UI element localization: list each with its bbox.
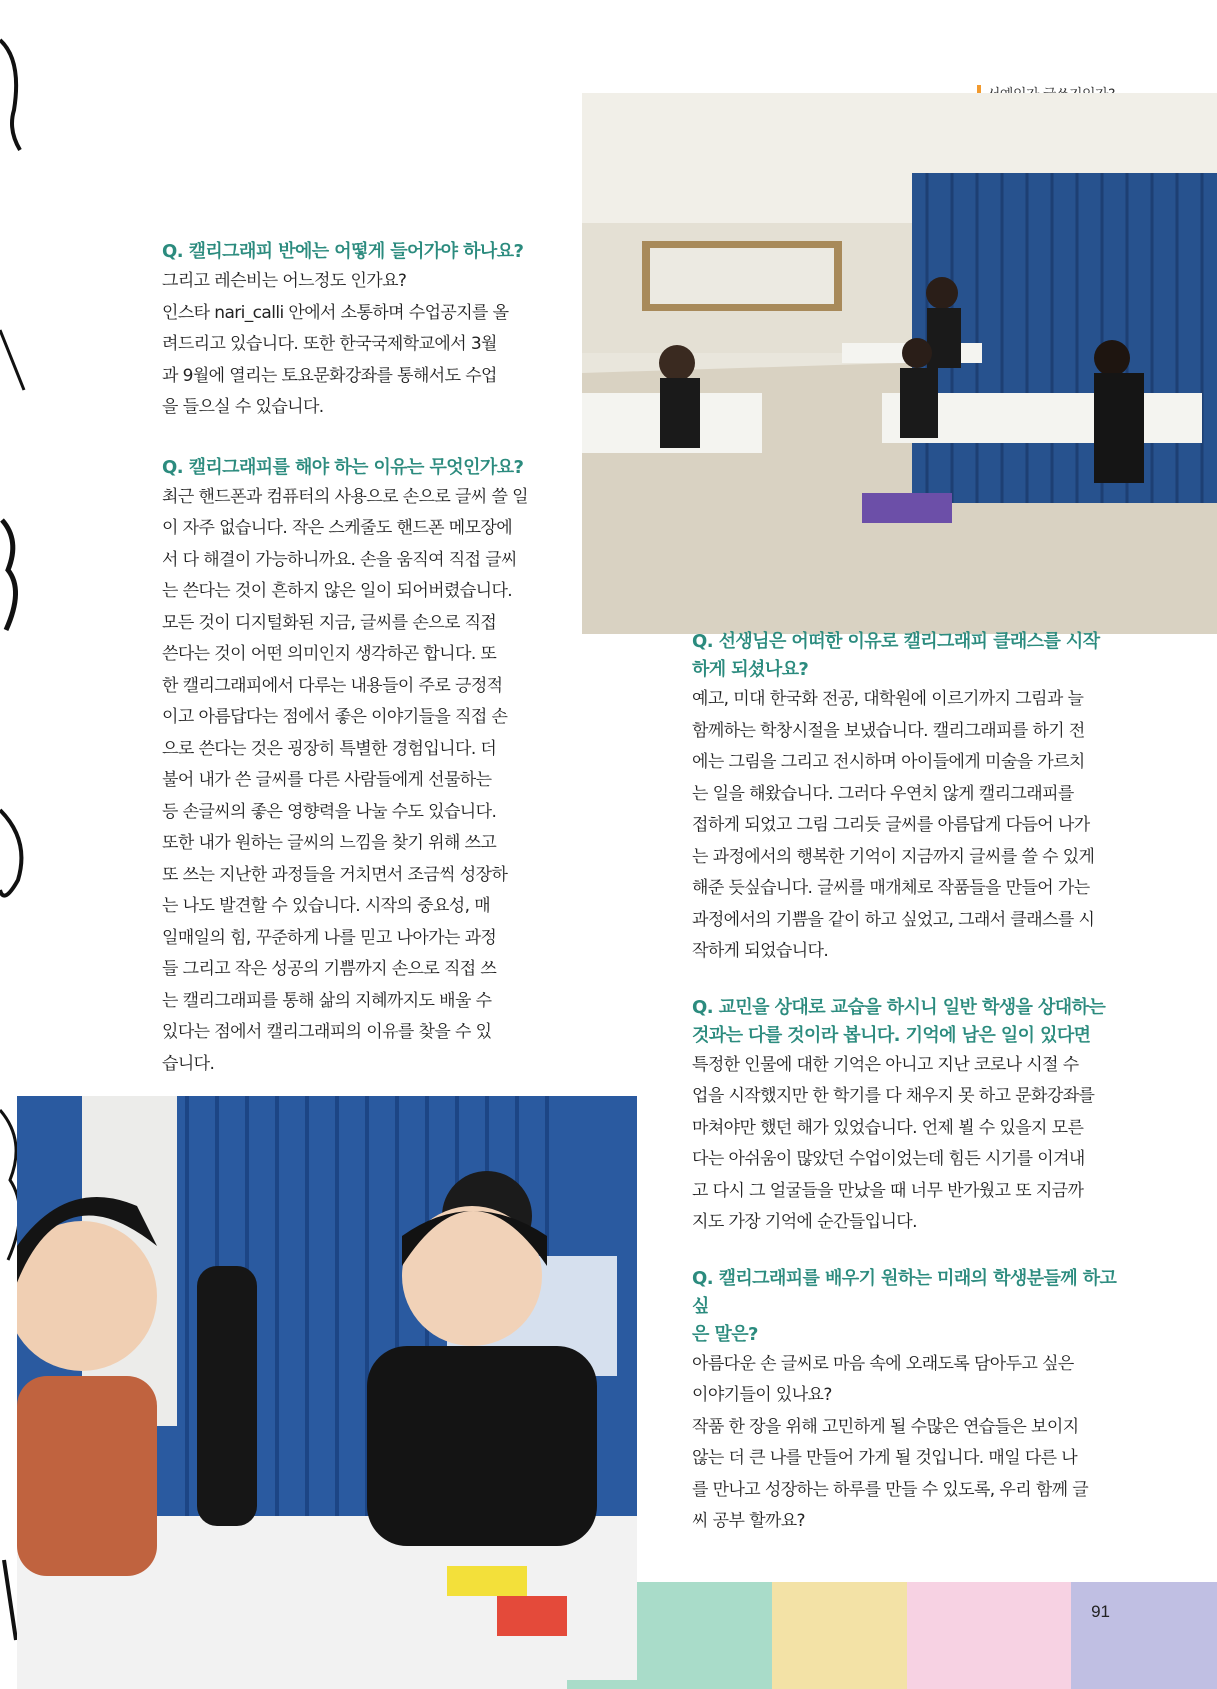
answer-line: 불어 내가 쓴 글씨를 다른 사람들에게 선물하는 [162,770,492,790]
answer-line: 서 다 해결이 가능하니까요. 손을 움직여 직접 글씨 [162,549,517,570]
answer-line: 등 손글씨의 좋은 영향력을 나눌 수도 있습니다. [162,801,497,822]
stripe-yellow [772,1582,907,1689]
answer-line: 이고 아름답다는 점에서 좋은 이야기들을 직접 손 [162,707,508,727]
answer-line: 모든 것이 디지털화된 지금, 글씨를 손으로 직접 [162,612,497,633]
answer-line: 작품 한 장을 위해 고민하게 될 수많은 연습들은 보이지 [692,1416,1079,1437]
stripe-lavender [1071,1582,1217,1689]
answer-line: 아름다운 손 글씨로 마음 속에 오래도록 담아두고 싶은 [692,1353,1074,1374]
answer-line: 에는 그림을 그리고 전시하며 아이들에게 미술을 가르치 [692,752,1085,772]
stripe-pink [907,1582,1071,1689]
qa-block [162,454,532,1081]
answer-line: 있다는 점에서 캘리그래피의 이유를 찾을 수 있 [162,1022,492,1042]
answer-line: 특정한 인물에 대한 기억은 아니고 지난 코로나 시절 수 [692,1054,1079,1075]
answer-line: 고 다시 그 얼굴들을 만났을 때 너무 반가웠고 또 지금까 [692,1180,1084,1201]
right-text-column [692,628,1117,1558]
answer-line: 지도 가장 기억에 순간들입니다. [692,1212,917,1232]
answer-line: 으로 쓴다는 것은 굉장히 특별한 경험입니다. 더 [162,738,497,759]
question: 하게 되셨나요? [692,659,809,680]
answer-line: 않는 더 큰 나를 만들어 가게 될 것입니다. 매일 다른 나 [692,1448,1078,1468]
answer-line: 일매일의 힘, 꾸준하게 나를 믿고 나아가는 과정 [162,927,497,948]
students-photo [17,1096,637,1689]
answer-line: 들 그리고 작은 성공의 기쁨까지 손으로 직접 쓰 [162,959,497,979]
question: 은 말은? [692,1323,758,1345]
answer-line: 이 자주 없습니다. 작은 스케줄도 핸드폰 메모장에 [162,518,513,538]
question: Q. 캘리그래피 반에는 어떻게 들어가야 하나요? [162,241,524,262]
answer-line: 함께하는 학창시절을 보냈습니다. 캘리그래피를 하기 전 [692,720,1085,741]
answer-line: 인스타 nari_calli 안에서 소통하며 수업공지를 올 [162,302,509,323]
answer-line: 해준 듯싶습니다. 글씨를 매개체로 작품들을 만들어 가는 [692,878,1090,898]
answer-line: 는 쓴다는 것이 흔하지 않은 일이 되어버렸습니다. [162,581,513,601]
footer-color-stripes [637,1582,1217,1689]
question: 것과는 다를 것이라 봅니다. 기억에 남은 일이 있다면 [692,1024,1091,1046]
question: Q. 캘리그래피를 해야 하는 이유는 무엇인가요? [162,456,524,478]
answer-line: 그리고 레슨비는 어느정도 인가요? [162,271,407,291]
qa-block [162,238,532,424]
question: Q. 캘리그래피를 배우기 원하는 미래의 학생분들께 하고 싶 [692,1267,1117,1317]
question: Q. 교민을 상대로 교습을 하시니 일반 학생을 상대하는 [692,996,1106,1018]
left-text-column [162,238,532,1100]
answer-line: 과 9월에 열리는 토요문화강좌를 통해서도 수업 [162,365,497,386]
answer-line: 다는 아쉬움이 많았던 수업이었는데 힘든 시기를 이겨내 [692,1149,1085,1169]
page-number: 91 [1091,1602,1110,1621]
answer-line: 마쳐야만 했던 해가 있었습니다. 언제 뵐 수 있을지 모른 [692,1117,1084,1138]
answer-line: 려드리고 있습니다. 또한 한국국제학교에서 3월 [162,334,497,354]
answer-line: 예고, 미대 한국화 전공, 대학원에 이르기까지 그림과 늘 [692,689,1084,709]
answer-line: 또 쓰는 지난한 과정들을 거치면서 조금씩 성장하 [162,864,508,885]
answer-line: 업을 시작했지만 한 학기를 다 채우지 못 하고 문화강좌를 [692,1086,1095,1106]
answer-line: 쓴다는 것이 어떤 의미인지 생각하곤 합니다. 또 [162,644,497,664]
answer-line: 한 캘리그래피에서 다루는 내용들이 주로 긍정적 [162,675,503,696]
answer-line: 접하게 되었고 그림 그리듯 글씨를 아름답게 다듬어 나가 [692,815,1090,835]
answer-line: 씨 공부 할까요? [692,1511,805,1531]
qa-block [692,628,1117,968]
classroom-photo [582,93,1217,634]
footer-green-strip [567,1680,637,1689]
answer-line: 이야기들이 있나요? [692,1385,832,1405]
answer-line: 는 일을 해왔습니다. 그러다 우연치 않게 캘리그래피를 [692,783,1074,804]
answer-line: 는 캘리그래피를 통해 삶의 지혜까지도 배울 수 [162,990,492,1011]
stripe-green [637,1582,772,1689]
answer-line: 를 만나고 성장하는 하루를 만들 수 있도록, 우리 함께 글 [692,1479,1089,1500]
answer-line: 는 과정에서의 행복한 기억이 지금까지 글씨를 쓸 수 있게 [692,846,1095,867]
answer-line: 최근 핸드폰과 컴퓨터의 사용으로 손으로 글씨 쓸 일 [162,486,528,507]
answer-line: 을 들으실 수 있습니다. [162,397,324,417]
question: Q. 선생님은 어떠한 이유로 캘리그래피 클래스를 시작 [692,631,1100,652]
answer-line: 또한 내가 원하는 글씨의 느낌을 찾기 위해 쓰고 [162,833,497,853]
answer-line: 는 나도 발견할 수 있습니다. 시작의 중요성, 매 [162,896,491,916]
answer-line: 과정에서의 기쁨을 같이 하고 싶었고, 그래서 클래스를 시 [692,909,1095,930]
qa-block [692,994,1117,1239]
answer-line: 작하게 되었습니다. [692,941,829,961]
qa-block [692,1265,1117,1538]
answer-line: 습니다. [162,1053,215,1074]
